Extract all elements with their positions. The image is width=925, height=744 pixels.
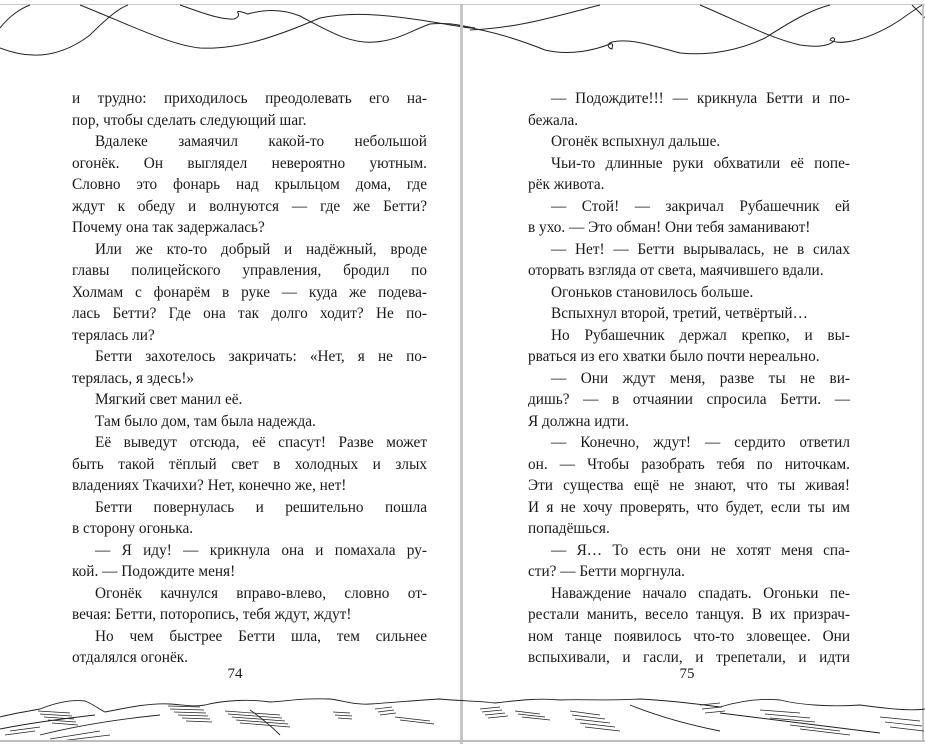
text-line: пор, чтобы сделать следующий шаг. [72, 111, 307, 129]
text-line: вспыхивали, и гасли, и трепетали, и идти [528, 649, 850, 666]
text-line: — Конечно, ждут! — сердито ответил [551, 434, 850, 451]
text-line: и трудно: приходилось преодолевать его на- [72, 90, 427, 107]
text-line: терялась, я здесь!» [72, 369, 195, 387]
text-line: — Я иду! — крикнула она и помахала ру- [95, 541, 427, 559]
text-line: Вспыхнул второй, третий, четвёртый… [551, 305, 808, 322]
text-line: рёк живота. [528, 176, 605, 193]
text-line: Почему она так задержалась? [72, 219, 265, 236]
page-gutter-divider [460, 4, 463, 744]
text-line: дишь? — в отчаянии спросила Бетти. — [528, 391, 850, 408]
text-line: Холмам с фонарём в руке — куда же подева- [72, 283, 427, 301]
text-line: — Я… То есть они не хотят меня спа- [551, 541, 850, 559]
text-line: бежала. [528, 111, 579, 129]
text-line: Я должна идти. [528, 412, 629, 430]
text-line: кой. — Подождите меня! [72, 563, 236, 580]
text-line: владениях Ткачихи? Нет, конечно же, нет! [72, 477, 347, 494]
left-page-text [72, 88, 427, 669]
text-line: Вдалеке замаячил какой-то небольшой [95, 133, 427, 150]
text-line: терялась ли? [72, 326, 155, 344]
text-line: И я не хочу проверять, что будет, если ты им [528, 498, 850, 516]
text-line: Мягкий свет манил её. [95, 391, 243, 408]
text-line: он. — Чтобы разобрать тебя по ниточкам. [528, 455, 850, 473]
text-line: Бетти повернулась и решительно пошла [95, 498, 427, 516]
text-line: главы полицейского управления, бродил по [72, 262, 427, 279]
text-line: — Нет! — Бетти вырывалась, не в силах [551, 240, 850, 258]
hills-decoration-icon [0, 695, 925, 744]
page-number-right: 75 [679, 666, 695, 682]
text-line: в сторону огонька. [72, 520, 194, 537]
text-line: Наваждение начало спадать. Огоньки пе- [551, 584, 850, 602]
text-line: рваться из его хватки было почти нереально. [528, 348, 820, 365]
frame-bottom-border [0, 740, 925, 742]
text-line: Огонёк качнулся вправо-влево, словно от- [95, 584, 427, 602]
text-line: быть такой тёплый свет в холодных и злых [72, 455, 427, 473]
text-line: оторвать взгляда от света, маячившего вдали. [528, 262, 824, 279]
text-line: Бетти захотелось закричать: «Нет, я не по- [95, 348, 427, 365]
text-line: рестали манить, весело танцуя. В их призрач- [528, 606, 850, 623]
text-line: Огонёк вспыхнул дальше. [551, 133, 721, 150]
right-page-text [528, 88, 850, 669]
text-line: Чьи-то длинные руки обхватили её попе- [551, 154, 850, 172]
text-line: Или же кто-то добрый и надёжный, вроде [95, 240, 427, 258]
frame-right-border [922, 4, 924, 742]
text-line: огонёк. Он выглядел невероятно уютным. [72, 154, 427, 172]
text-line: в ухо. — Это обман! Они тебя заманивают! [528, 219, 811, 236]
text-line: Огоньков становилось больше. [551, 283, 754, 301]
text-line: лась Бетти? Где она так долго ходит? Не по- [72, 305, 427, 322]
text-line: Эти существа ещё не знают, что ты живая! [528, 477, 850, 494]
text-line: — Они ждут меня, разве ты не ви- [551, 369, 850, 387]
text-line: Словно это фонарь над крыльцом дома, где [72, 176, 427, 193]
page-number-left: 74 [227, 666, 243, 682]
text-line: отдалялся огонёк. [72, 649, 189, 666]
text-line: — Стой! — закричал Рубашечник ей [551, 197, 850, 215]
text-line: попадёшься. [528, 520, 610, 537]
text-line: ном танце появилось что-то зловещее. Они [528, 627, 850, 645]
text-line: Но чем быстрее Бетти шла, тем сильнее [95, 627, 427, 645]
text-line: — Подождите!!! — крикнула Бетти и по- [551, 90, 850, 107]
text-line: Её выведут отсюда, её спасут! Разве может [95, 434, 427, 451]
text-line: вечая: Бетти, поторопись, тебя ждут, ждут! [72, 606, 352, 623]
text-line: ждут к обеду и волнуются — где же Бетти? [72, 197, 427, 215]
text-line: Там было дом, там была надежда. [95, 412, 316, 430]
text-line: сти? — Бетти моргнула. [528, 563, 686, 580]
text-line: Но Рубашечник держал крепко, и вы- [551, 326, 850, 344]
